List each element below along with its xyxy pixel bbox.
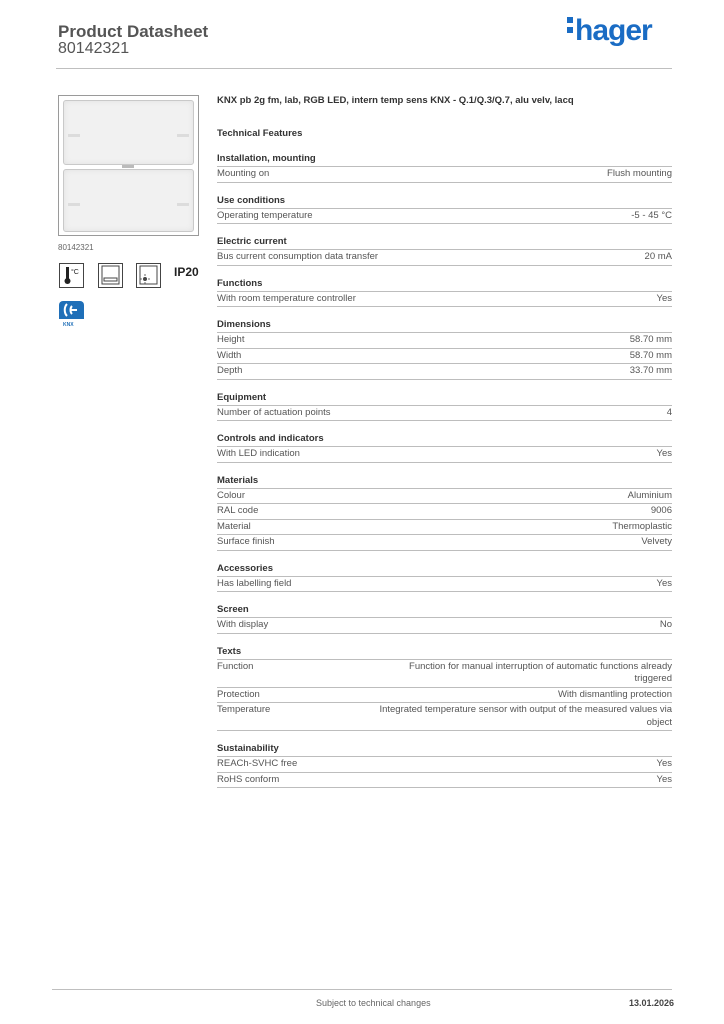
feature-row: [217, 209, 672, 225]
feature-value: Yes: [656, 292, 672, 304]
feature-row: [217, 660, 672, 688]
section-title: Dimensions: [217, 319, 672, 333]
datasheet-content: [217, 95, 672, 800]
feature-label: Height: [217, 334, 245, 345]
feature-row: [217, 167, 672, 183]
feature-value: With dismantling protection: [557, 688, 672, 700]
knx-logo-icon: [59, 301, 84, 329]
light-sensor-icon: [136, 263, 161, 288]
feature-row: [217, 364, 672, 380]
feature-label: Function: [217, 660, 254, 672]
section-title: Sustainability: [217, 743, 672, 757]
feature-value: 20 mA: [644, 251, 672, 262]
feature-label: Temperature: [217, 704, 271, 715]
feature-label: RoHS conform: [217, 773, 280, 785]
feature-value: Function for manual interruption of automatic functions already triggered: [409, 660, 672, 684]
feature-value: 33.70 mm: [629, 365, 672, 376]
feature-value: Yes: [656, 577, 672, 589]
feature-value: 9006: [650, 505, 672, 516]
rocker-top: [63, 100, 194, 165]
feature-value: Integrated temperature sensor with output of the measured values via object: [379, 704, 672, 728]
feature-section: [217, 236, 672, 266]
feature-section: [217, 563, 672, 593]
knx-logo-mark: [59, 301, 84, 319]
feature-label: Bus current consumption data transfer: [217, 251, 379, 262]
feature-label: Depth: [217, 365, 243, 376]
feature-row: [217, 406, 672, 422]
feature-section: [217, 475, 672, 551]
section-title: Equipment: [217, 392, 672, 406]
section-title: Use conditions: [217, 195, 672, 209]
feature-section: [217, 604, 672, 634]
section-title: Materials: [217, 475, 672, 489]
feature-sections: [217, 153, 672, 788]
footer-date: 13.01.2026: [629, 998, 675, 1008]
feature-section: [217, 319, 672, 380]
led-indicator: [177, 203, 189, 206]
feature-label: Operating temperature: [217, 209, 313, 221]
feature-value: Flush mounting: [607, 168, 672, 179]
feature-section: [217, 278, 672, 308]
feature-section: [217, 646, 672, 732]
temperature-sensor-icon: [59, 263, 84, 288]
feature-row: [217, 757, 672, 773]
page-title: Product Datasheet: [58, 22, 209, 41]
frame-tab: [122, 165, 134, 168]
rocker-bottom: [63, 169, 194, 232]
feature-section: [217, 392, 672, 422]
section-title: Controls and indicators: [217, 433, 672, 447]
feature-row: [217, 577, 672, 593]
feature-label: With room temperature controller: [217, 292, 356, 304]
feature-label: Mounting on: [217, 168, 270, 179]
brand-logo: [567, 14, 652, 48]
section-title: Functions: [217, 278, 672, 292]
product-description: KNX pb 2g fm, lab, RGB LED, intern temp sens KNX - Q.1/Q.3/Q.7, alu velv, lacq: [217, 95, 574, 106]
section-title: Texts: [217, 646, 672, 660]
feature-section: [217, 743, 672, 788]
feature-section: [217, 153, 672, 183]
feature-label: With LED indication: [217, 448, 300, 459]
feature-section: [217, 195, 672, 225]
feature-label: Surface finish: [217, 536, 275, 547]
feature-row: [217, 535, 672, 551]
feature-label: Has labelling field: [217, 577, 292, 589]
feature-row: [217, 703, 672, 731]
feature-row: [217, 447, 672, 463]
feature-row: [217, 333, 672, 349]
led-indicator: [68, 203, 80, 206]
feature-label: Number of actuation points: [217, 406, 331, 418]
feature-row: [217, 688, 672, 704]
feature-row: [217, 773, 672, 789]
header-divider: [56, 68, 672, 69]
feature-value: 58.70 mm: [629, 349, 672, 361]
section-title: Screen: [217, 604, 672, 618]
logo-text: hager: [575, 14, 652, 47]
feature-value: Thermoplastic: [612, 520, 672, 532]
feature-value: Yes: [656, 758, 672, 769]
feature-row: [217, 349, 672, 365]
feature-label: Material: [217, 520, 251, 532]
section-title: Installation, mounting: [217, 153, 672, 167]
feature-value: Aluminium: [627, 489, 672, 501]
section-title: Electric current: [217, 236, 672, 250]
product-image: [58, 95, 199, 236]
feature-label: Colour: [217, 489, 245, 501]
led-indicator: [68, 134, 80, 137]
feature-row: [217, 520, 672, 536]
section-title: Accessories: [217, 563, 672, 577]
feature-row: [217, 292, 672, 308]
feature-label: Protection: [217, 688, 260, 700]
feature-value: No: [659, 619, 672, 630]
ip-rating-badge: IP20: [174, 265, 199, 279]
feature-row: [217, 504, 672, 520]
feature-value: 58.70 mm: [629, 334, 672, 345]
product-code: 80142321: [58, 40, 130, 57]
feature-value: Yes: [656, 773, 672, 785]
feature-value: 4: [666, 406, 672, 418]
feature-label: RAL code: [217, 505, 259, 516]
feature-section: [217, 433, 672, 463]
led-indicator: [177, 134, 189, 137]
technical-features-heading: Technical Features: [217, 128, 303, 139]
footer-divider: [52, 989, 672, 990]
feature-value: Yes: [656, 448, 672, 459]
feature-row: [217, 489, 672, 505]
feature-label: REACh-SVHC free: [217, 758, 298, 769]
logo-dots-icon: [567, 17, 574, 37]
feature-value: -5 - 45 °C: [631, 209, 672, 221]
svg-text:°C: °C: [71, 269, 79, 276]
feature-row: [217, 618, 672, 634]
feature-value: Velvety: [641, 536, 672, 547]
display-panel-icon: [98, 263, 123, 288]
image-caption: 80142321: [58, 243, 94, 252]
feature-label: Width: [217, 349, 242, 361]
feature-row: [217, 250, 672, 266]
knx-label: KNX: [63, 322, 74, 328]
feature-label: With display: [217, 619, 269, 630]
footer-note: Subject to technical changes: [316, 998, 431, 1008]
